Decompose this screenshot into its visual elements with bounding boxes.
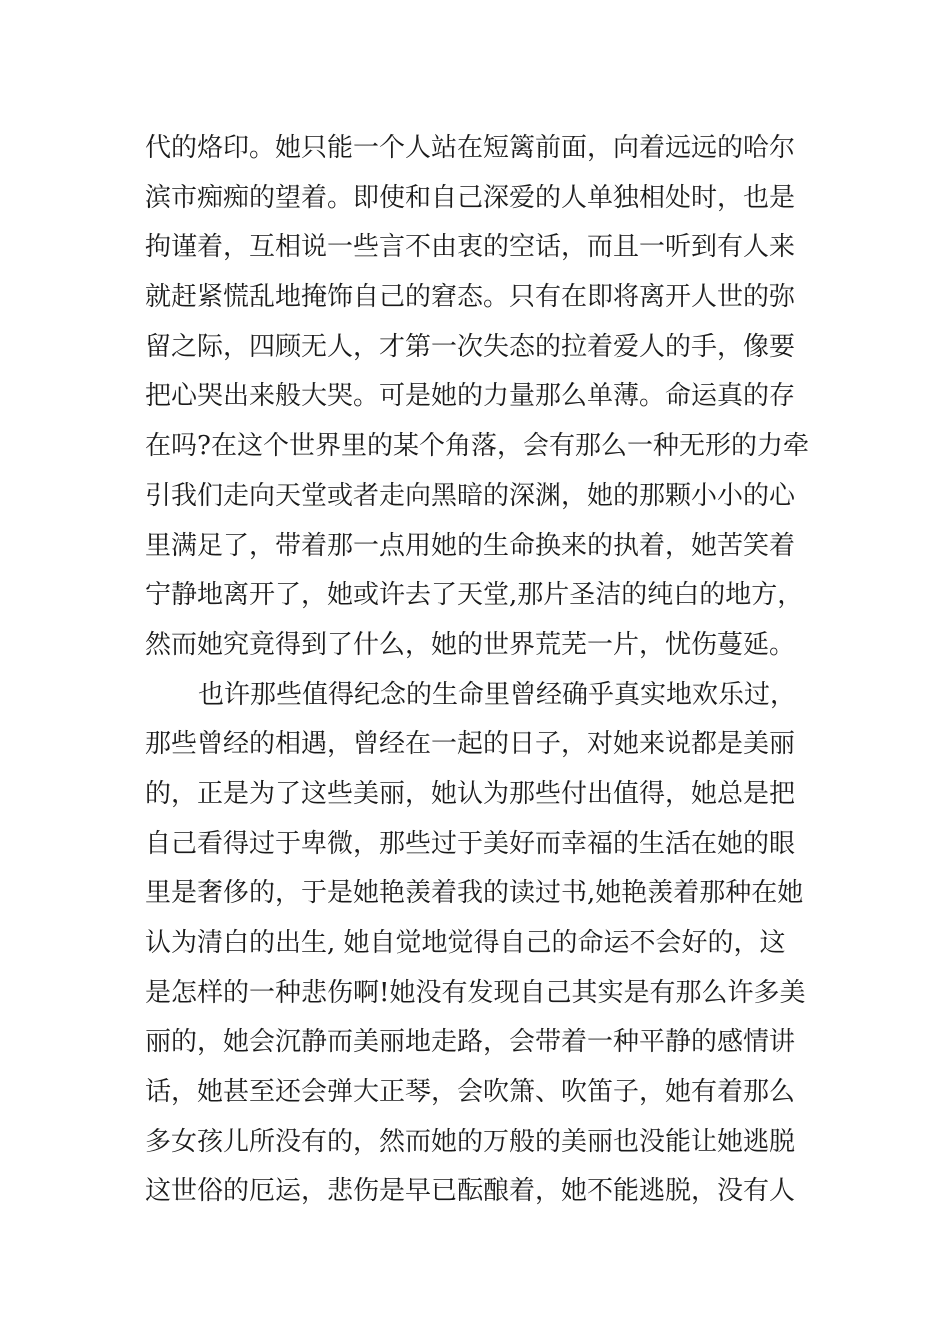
- text-line: 这世俗的厄运，悲伤是早已酝酿着，她不能逃脱，没有人: [145, 1176, 796, 1207]
- text-line: 留之际，四顾无人，才第一次失态的拉着爱人的手，像要: [145, 331, 796, 362]
- text-line: 代的烙印。她只能一个人站在短篱前面，向着远远的哈尔: [145, 133, 796, 163]
- text-line: 宁静地离开了，她或许去了天堂,那片圣洁的纯白的地方，: [145, 580, 804, 611]
- text-line: 自己看得过于卑微，那些过于美好而幸福的生活在她的眼: [145, 828, 796, 859]
- text-line: 引我们走向天堂或者走向黑暗的深渊，她的那颗小小的心: [145, 480, 796, 511]
- text-line: 就赶紧慌乱地掩饰自己的窘态。只有在即将离开人世的弥: [145, 282, 796, 313]
- text-line-indented: 也许那些值得纪念的生命里曾经确乎真实地欢乐过，: [198, 679, 797, 710]
- text-line: 认为清白的出生, 她自觉地觉得自己的命运不会好的，这: [145, 928, 786, 958]
- text-line: 在吗?在这个世界里的某个角落，会有那么一种无形的力牵: [145, 431, 809, 462]
- text-line: 拘谨着，互相说一些言不由衷的空话，而且一听到有人来: [145, 232, 796, 263]
- paragraph-2: [145, 671, 825, 1218]
- text-line: 是怎样的一种悲伤啊!她没有发现自己其实是有那么许多美: [145, 977, 806, 1008]
- text-line: 的，正是为了这些美丽，她认为那些付出值得，她总是把: [145, 778, 796, 809]
- text-line: 里满足了，带着那一点用她的生命换来的执着，她苦笑着: [145, 530, 796, 561]
- text-line: 把心哭出来般大哭。可是她的力量那么单薄。命运真的存: [145, 381, 796, 412]
- text-line: 多女孩儿所没有的，然而她的万般的美丽也没能让她逃脱: [145, 1126, 796, 1157]
- text-line: 里是奢侈的，于是她艳羡着我的读过书,她艳羡着那种在她: [145, 878, 804, 909]
- text-line: 然而她究竟得到了什么，她的世界荒芜一片，忧伤蔓延。: [145, 629, 796, 660]
- text-line: 话，她甚至还会弹大正琴，会吹箫、吹笛子，她有着那么: [145, 1077, 796, 1108]
- body-text: [145, 124, 825, 1217]
- text-line: 滨市痴痴的望着。即使和自己深爱的人单独相处时，也是: [145, 182, 796, 213]
- text-line: 丽的，她会沉静而美丽地走路，会带着一种平静的感情讲: [145, 1027, 796, 1058]
- paragraph-1: [145, 124, 825, 671]
- text-line: 那些曾经的相遇，曾经在一起的日子，对她来说都是美丽: [145, 729, 796, 760]
